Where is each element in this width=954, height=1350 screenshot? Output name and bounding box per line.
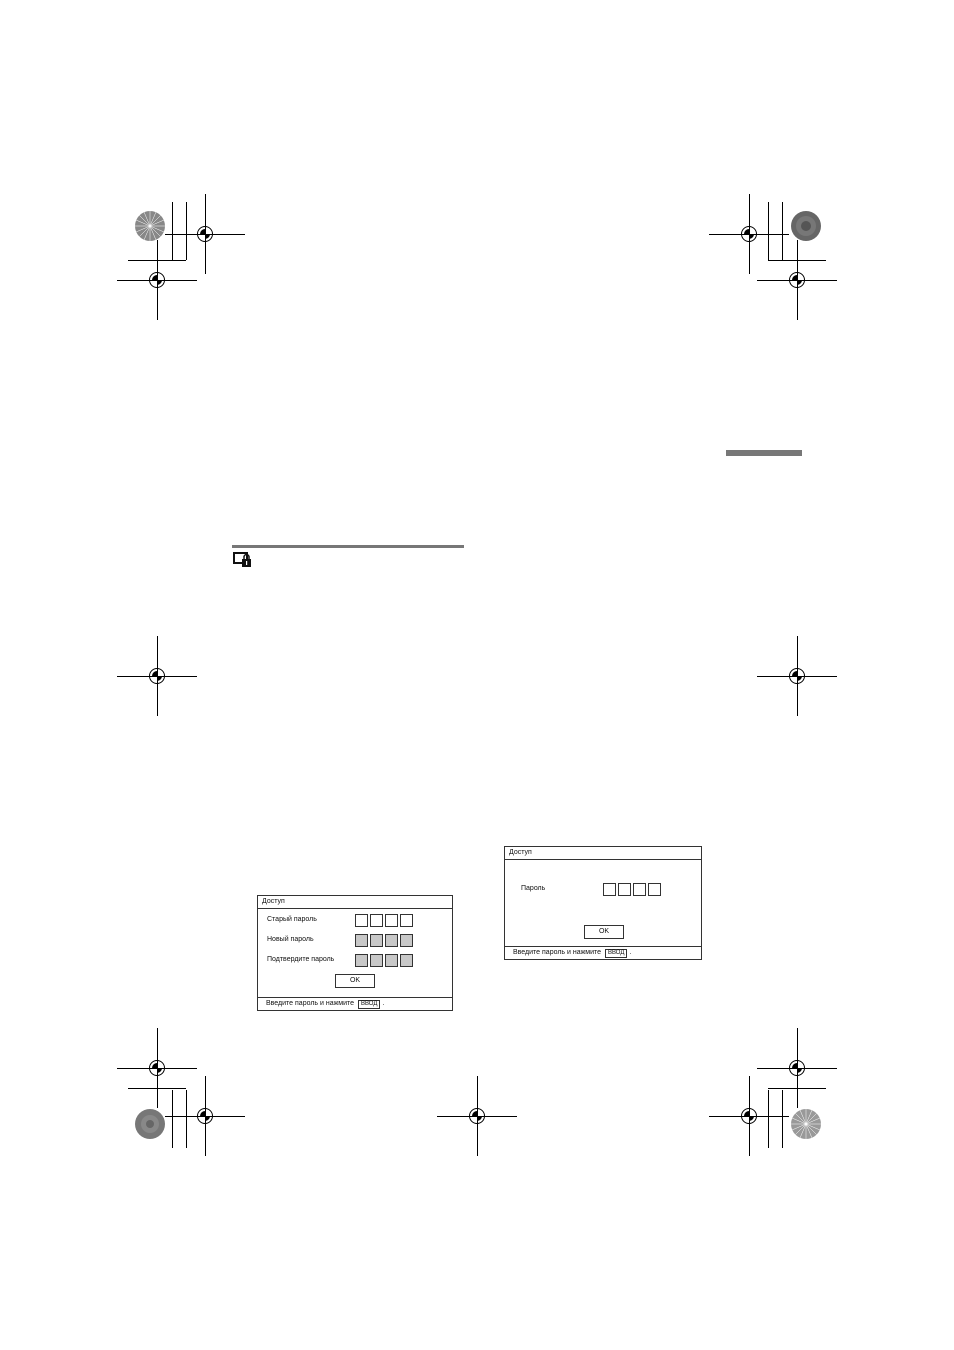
enter-key-badge: ВВОД	[358, 1000, 380, 1009]
enter-password-dialog	[504, 846, 702, 960]
pin-digit[interactable]	[400, 914, 413, 927]
footer-instruction: Введите пароль и нажмите	[513, 949, 602, 956]
ok-button[interactable]: OK	[584, 925, 624, 939]
pin-digit[interactable]	[355, 914, 368, 927]
pin-digit[interactable]	[618, 883, 631, 896]
pin-digit[interactable]	[400, 954, 413, 967]
change-password-dialog	[257, 895, 453, 1011]
password-field[interactable]	[603, 883, 661, 896]
rosette-icon	[134, 210, 166, 247]
dialog-footer	[258, 997, 452, 1010]
pin-digit[interactable]	[355, 954, 368, 967]
pin-digit[interactable]	[370, 914, 383, 927]
dialog-title: Доступ	[505, 847, 701, 860]
pin-digit[interactable]	[400, 934, 413, 947]
old-password-label: Старый пароль	[267, 916, 317, 923]
confirm-password-field[interactable]	[355, 954, 413, 967]
pin-digit[interactable]	[385, 934, 398, 947]
chapter-tab-bar	[726, 450, 802, 456]
ok-button[interactable]: OK	[335, 974, 375, 988]
pin-digit[interactable]	[603, 883, 616, 896]
footer-period: .	[382, 1000, 385, 1007]
pin-digit[interactable]	[633, 883, 646, 896]
new-password-label: Новый пароль	[267, 936, 314, 943]
pin-digit[interactable]	[648, 883, 661, 896]
dialog-footer	[505, 946, 701, 959]
pin-digit[interactable]	[385, 954, 398, 967]
new-password-field[interactable]	[355, 934, 413, 947]
footer-period: .	[629, 949, 632, 956]
pin-digit[interactable]	[355, 934, 368, 947]
old-password-field[interactable]	[355, 914, 413, 927]
pin-digit[interactable]	[385, 914, 398, 927]
password-label: Пароль	[521, 885, 546, 892]
rosette-icon	[790, 1108, 822, 1145]
footer-instruction: Введите пароль и нажмите	[266, 1000, 355, 1007]
screen-lock-icon	[233, 552, 253, 573]
section-divider	[232, 545, 464, 548]
enter-key-badge: ВВОД	[605, 949, 627, 958]
pin-digit[interactable]	[370, 954, 383, 967]
dialog-title: Доступ	[258, 896, 452, 909]
rosette-icon	[790, 210, 822, 247]
pin-digit[interactable]	[370, 934, 383, 947]
confirm-password-label: Подтвердите пароль	[267, 956, 335, 963]
rosette-icon	[134, 1108, 166, 1145]
